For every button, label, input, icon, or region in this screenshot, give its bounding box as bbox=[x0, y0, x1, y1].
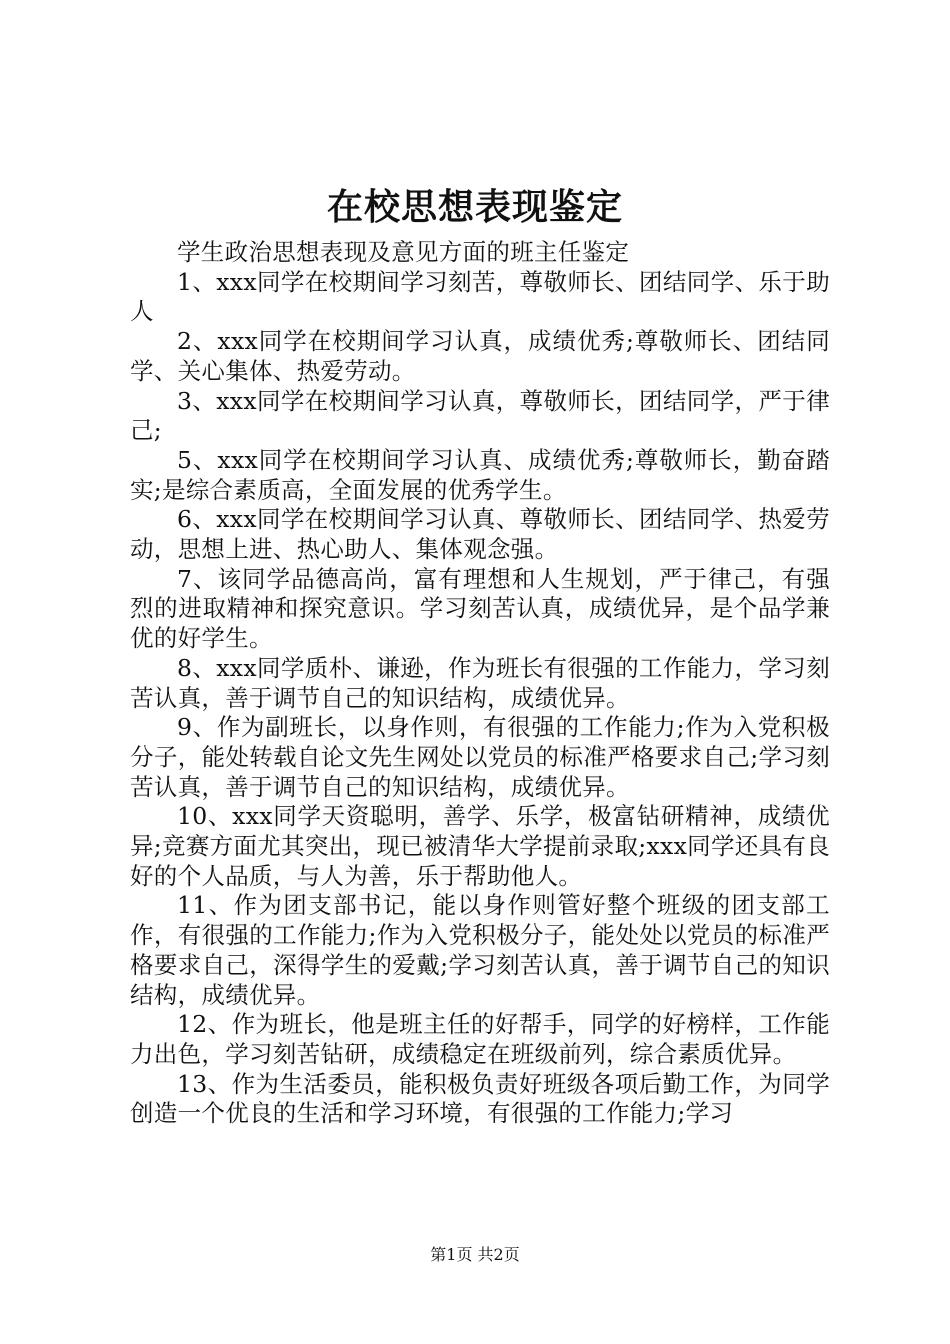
document-title: 在校思想表现鉴定 bbox=[326, 186, 623, 228]
document-subtitle: 学生政治思想表现及意见方面的班主任鉴定 bbox=[177, 238, 630, 266]
paragraph-12: 12、作为班长，他是班主任的好帮手，同学的好榜样，工作能力出色，学习刻苦钻研，成绩稳定在班级前列，综合素质优异。 bbox=[130, 1010, 830, 1068]
page-footer: 第1页 共2页 bbox=[430, 1245, 520, 1264]
paragraph-2: 2、xxx同学在校期间学习认真，成绩优秀;尊敬师长、团结同学、关心集体、热爱劳动。 bbox=[130, 327, 830, 385]
paragraph-13: 13、作为生活委员，能积极负责好班级各项后勤工作，为同学创造一个优良的生活和学习环境，有很强的工作能力;学习 bbox=[130, 1069, 830, 1128]
paragraph-10: 10、xxx同学天资聪明，善学、乐学，极富钻研精神，成绩优异;竞赛方面尤其突出，现已被清华大学提前录取;xxx同学还具有良好的个人品质，与人为善，乐于帮助他人。 bbox=[130, 802, 830, 890]
paragraph-1: 1、xxx同学在校期间学习刻苦，尊敬师长、团结同学、乐于助人 bbox=[130, 267, 830, 326]
paragraph-3: 3、xxx同学在校期间学习认真，尊敬师长，团结同学，严于律己; bbox=[130, 386, 830, 445]
paragraph-8: 8、xxx同学质朴、谦逊，作为班长有很强的工作能力，学习刻苦认真，善于调节自己的知识结构，成绩优异。 bbox=[130, 653, 830, 712]
paragraph-7: 7、该同学品德高尚，富有理想和人生规划，严于律己，有强烈的进取精神和探究意识。学习刻苦认真，成绩优异，是个品学兼优的好学生。 bbox=[130, 564, 830, 653]
paragraph-6: 6、xxx同学在校期间学习认真、尊敬师长、团结同学、热爱劳动，思想上进、热心助人、集体观念强。 bbox=[130, 505, 830, 564]
document-body bbox=[130, 238, 830, 1129]
paragraph-11: 11、作为团支部书记，能以身作则管好整个班级的团支部工作，有很强的工作能力;作为入党积极分子，能处处以党员的标准严格要求自己，深得学生的爱戴;学习刻苦认真，善于调节自己的知识结构，成绩优异。 bbox=[130, 891, 830, 1009]
paragraph-9: 9、作为副班长，以身作则，有很强的工作能力;作为入党积极分子，能处转载自论文先生网处以党员的标准严格要求自己;学习刻苦认真，善于调节自己的知识结构，成绩优异。 bbox=[130, 713, 830, 801]
paragraph-5: 5、xxx同学在校期间学习认真、成绩优秀;尊敬师长，勤奋踏实;是综合素质高，全面发展的优秀学生。 bbox=[130, 445, 830, 504]
